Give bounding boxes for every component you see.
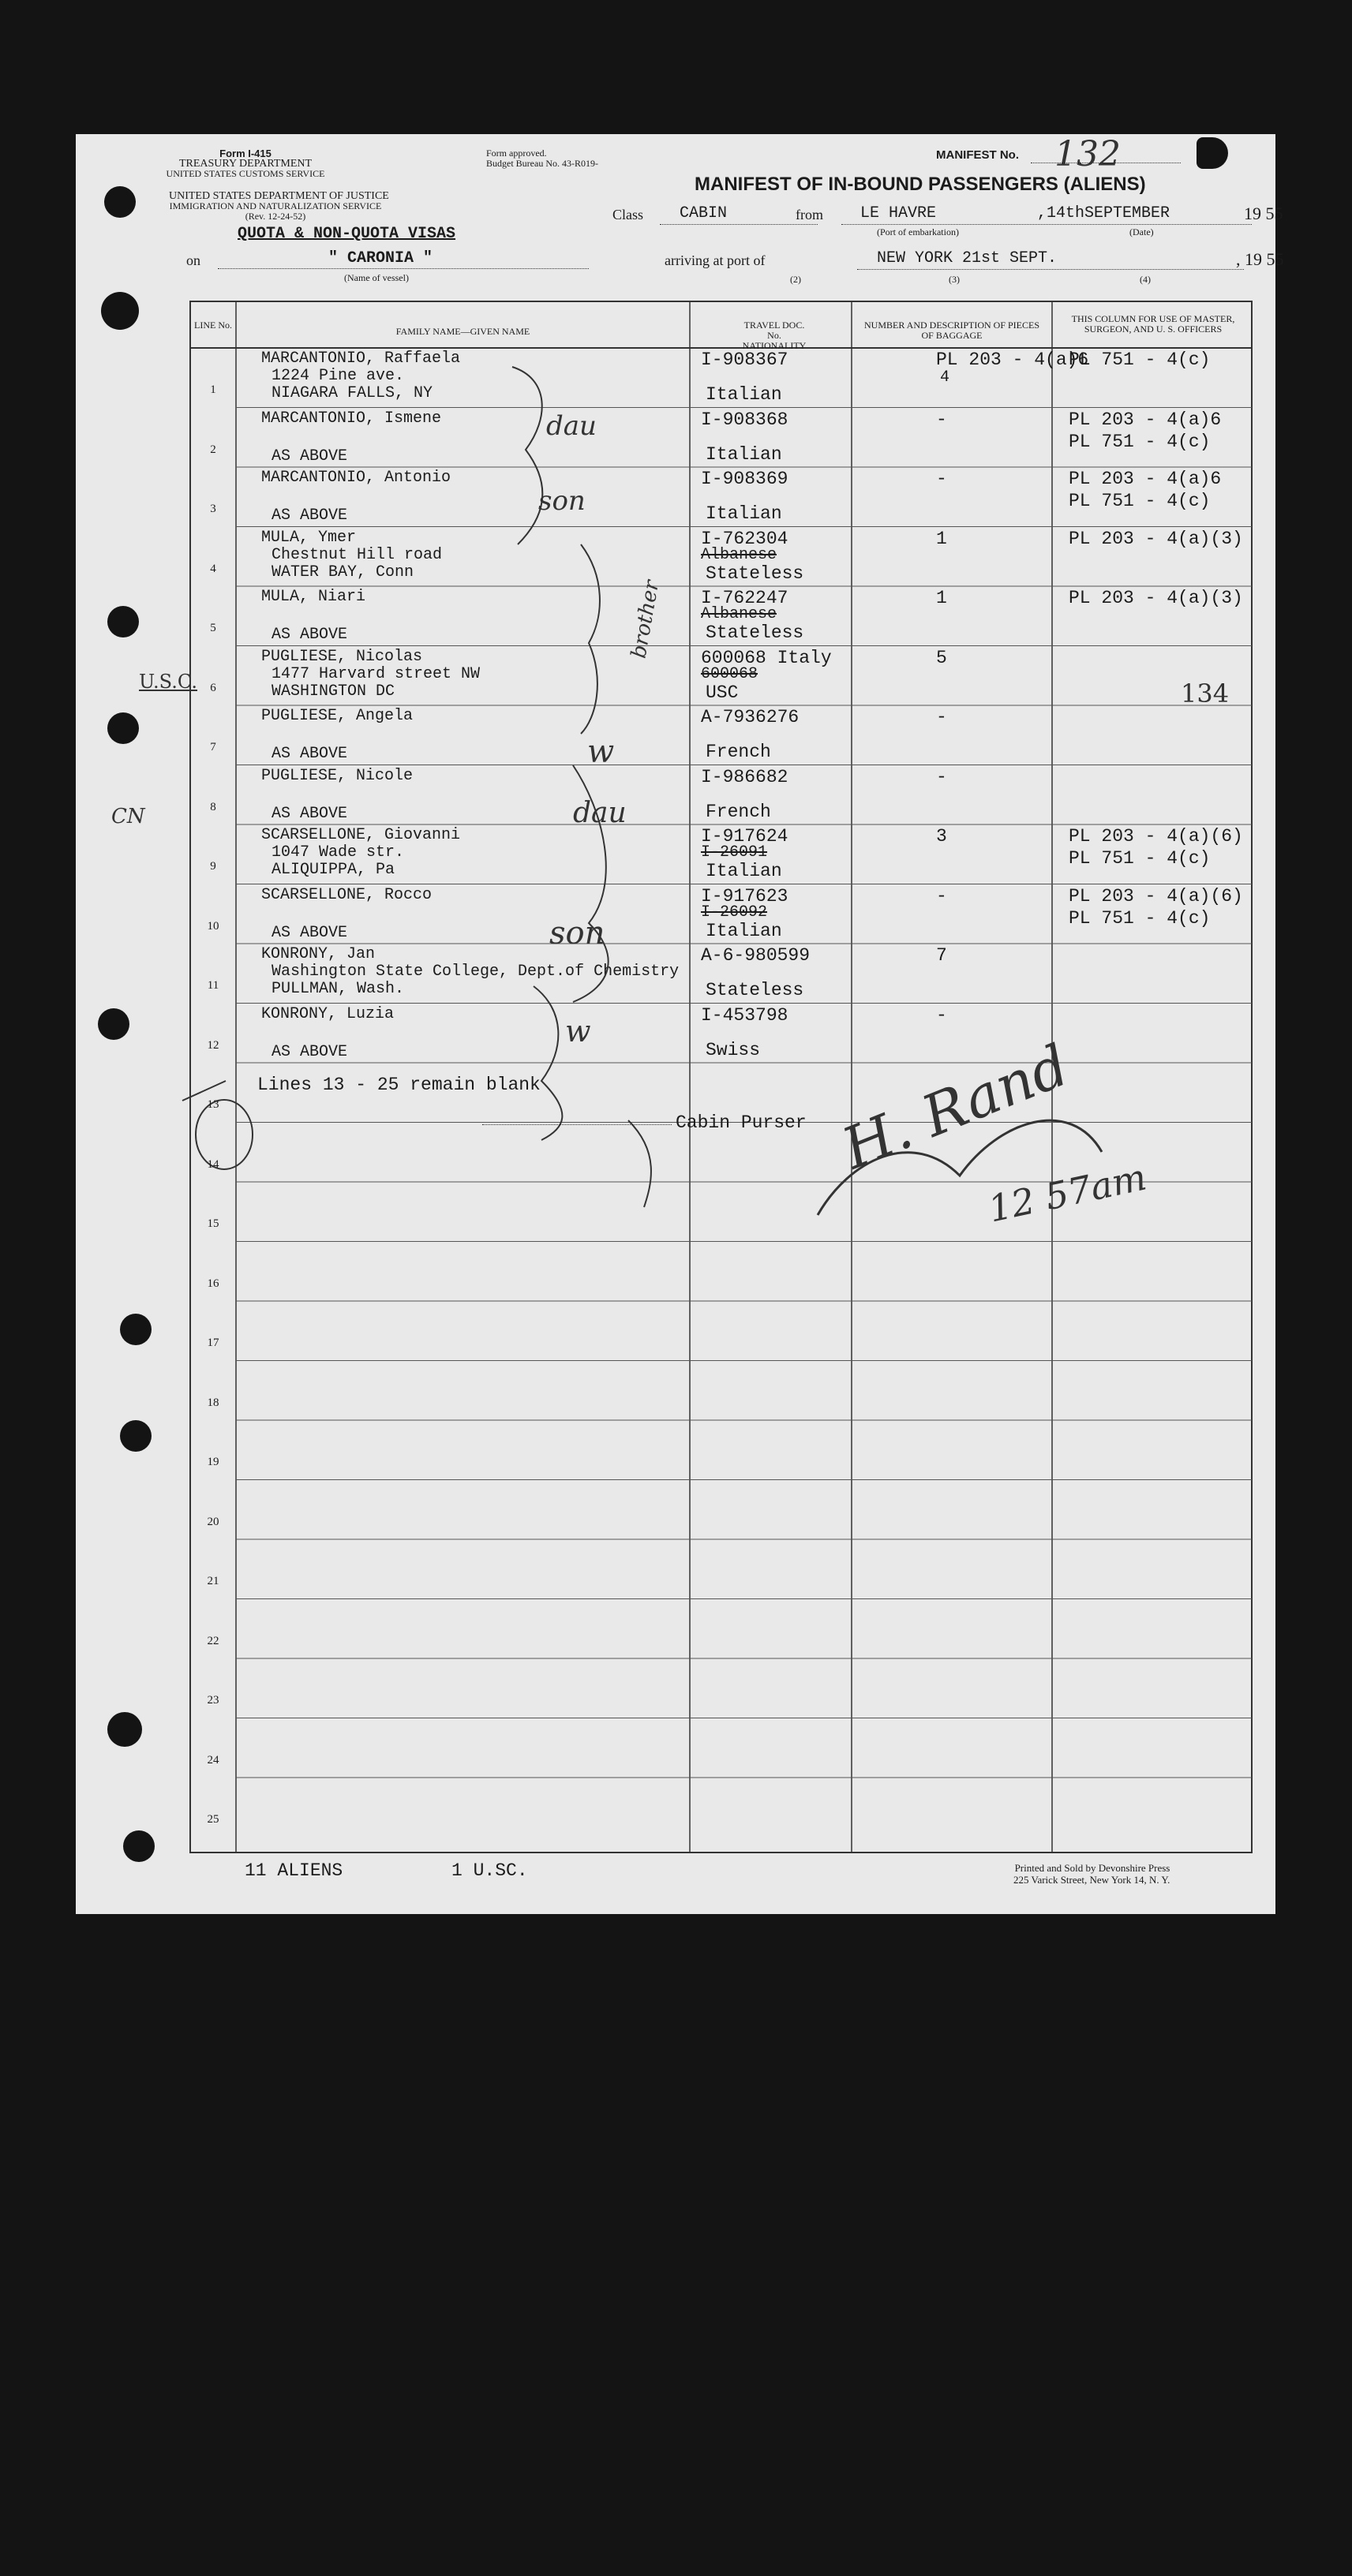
margin-cn: CN <box>111 805 145 828</box>
passenger-address-line: AS ABOVE <box>272 1042 348 1061</box>
col-header-use: THIS COLUMN FOR USE OF MASTER, SURGEON, AND U. S. OFFICERS <box>1071 313 1235 335</box>
line-number: 24 <box>207 1753 219 1767</box>
note-son-1: son <box>538 485 586 517</box>
officer-note: PL 203 - 4(a)(3) <box>1069 528 1243 549</box>
note-dau-2: dau <box>573 797 627 829</box>
line-number: 13 <box>207 1098 219 1111</box>
line-number: 6 <box>210 681 216 694</box>
passenger-name: PUGLIESE, Nicole <box>261 766 414 785</box>
note-dau-1: dau <box>546 410 597 442</box>
note-brother: brother <box>627 578 665 660</box>
handwritten-time: 12 57am <box>984 1155 1151 1231</box>
manifest-number: 132 <box>1054 134 1121 174</box>
totals-aliens: 11 ALIENS <box>245 1860 343 1881</box>
line-number: 1 <box>210 383 216 396</box>
punch-hole <box>98 1008 129 1040</box>
line-number: 10 <box>207 919 219 933</box>
baggage-count: - <box>936 469 947 489</box>
from-value: LE HAVRE <box>860 204 937 222</box>
punch-hole <box>123 1830 155 1862</box>
line-number: 11 <box>207 979 219 992</box>
note-w-1: w <box>587 734 615 770</box>
col-num-4: (4) <box>1140 274 1151 285</box>
line-number: 21 <box>207 1575 219 1587</box>
nationality: Stateless <box>706 623 804 643</box>
struck-doc-text: 600068 <box>701 664 758 683</box>
line-number: 12 <box>207 1038 219 1052</box>
col-num-3: (3) <box>949 274 960 285</box>
line-number: 25 <box>207 1813 219 1826</box>
travel-doc-number: I-908367 <box>701 350 788 370</box>
note-son-2: son <box>549 915 605 952</box>
margin-usc: U.S.C. <box>139 671 198 693</box>
travel-doc-number: I-908369 <box>701 469 788 489</box>
col-header-line: LINE No. <box>194 320 232 331</box>
nationality: Stateless <box>706 563 804 584</box>
passenger-name: SCARSELLONE, Rocco <box>261 885 433 904</box>
col-header-travel: TRAVEL DOC. No. NATIONALITY <box>742 320 807 351</box>
punch-hole <box>120 1420 152 1452</box>
passenger-address: Chestnut Hill road <box>272 545 443 564</box>
passenger-name: PUGLIESE, Nicolas <box>261 647 423 666</box>
officer-note-2: PL 751 - 4(c) <box>1069 907 1211 929</box>
passenger-name: SCARSELLONE, Giovanni <box>261 826 461 844</box>
date-caption: (Date) <box>1129 226 1154 237</box>
vessel-name: " CARONIA " <box>328 249 433 267</box>
baggage-count: - <box>936 707 947 727</box>
passenger-address-line: AS ABOVE <box>272 507 348 525</box>
officer-note-2: PL 751 - 4(c) <box>1069 431 1211 452</box>
line-number: 3 <box>210 503 216 515</box>
struck-doc-text: I-26092 <box>701 903 768 922</box>
passenger-name: MARCANTONIO, Raffaela <box>261 350 461 368</box>
passenger-name: KONRONY, Luzia <box>261 1004 395 1023</box>
line-number: 7 <box>210 741 216 753</box>
baggage-note: 4 <box>940 368 950 387</box>
passenger-address-line: PULLMAN, Wash. <box>272 980 405 998</box>
line-number: 17 <box>207 1337 219 1349</box>
purser-title: Cabin Purser <box>676 1112 807 1133</box>
nationality: Italian <box>706 861 782 881</box>
baggage-count: - <box>936 885 947 907</box>
departure-date: ,14thSEPTEMBER <box>1037 204 1170 222</box>
passenger-address-line: AS ABOVE <box>272 745 348 763</box>
line-number: 4 <box>210 562 216 575</box>
arrival-year: , 19 55 <box>1236 249 1284 269</box>
line-number: 22 <box>207 1634 219 1647</box>
struck-doc-text: I-26091 <box>701 843 768 862</box>
baggage-count: 1 <box>936 588 947 608</box>
departure-year: 19 55 <box>1244 204 1283 223</box>
passenger-address-line: NIAGARA FALLS, NY <box>272 384 433 402</box>
passenger-address-line: AS ABOVE <box>272 626 348 644</box>
printer-imprint: Printed and Sold by Devonshire Press 225 Varick Street, New York 14, N. Y. <box>1013 1862 1170 1886</box>
vessel-caption: (Name of vessel) <box>344 272 409 283</box>
baggage-count: PL 203 - 4(a)6 <box>936 350 1089 370</box>
officer-note: PL 203 - 4(a)6 <box>1069 469 1222 489</box>
form-approval: Form approved. Budget Bureau No. 43-R019- <box>486 148 598 169</box>
arrival-port: NEW YORK 21st SEPT. <box>877 249 1058 267</box>
totals-usc: 1 U.SC. <box>451 1860 528 1881</box>
col-num-2: (2) <box>790 274 801 285</box>
passenger-name: MULA, Ymer <box>261 528 357 547</box>
baggage-count: - <box>936 1004 947 1026</box>
struck-doc-text: Albanese <box>701 605 777 623</box>
col-header-baggage: NUMBER AND DESCRIPTION OF PIECES OF BAGGAGE <box>863 320 1040 341</box>
passenger-name: MULA, Niari <box>261 588 366 606</box>
passenger-address-line: AS ABOVE <box>272 804 348 823</box>
travel-doc-number: I-453798 <box>701 1004 788 1026</box>
line-number: 5 <box>210 622 216 634</box>
nationality: Italian <box>706 384 782 405</box>
nationality: Stateless <box>706 980 804 1000</box>
manifest-label: MANIFEST No. <box>936 148 1019 162</box>
nationality: Swiss <box>706 1039 761 1060</box>
nationality: Italian <box>706 920 782 941</box>
passenger-address-line: WATER BAY, Conn <box>272 563 414 581</box>
officer-note: PL 203 - 4(a)(3) <box>1069 588 1243 608</box>
passenger-address-line: ALIQUIPPA, Pa <box>272 861 395 879</box>
quota-label: QUOTA & NON-QUOTA VISAS <box>238 225 456 243</box>
line-number: 23 <box>207 1694 219 1707</box>
col-header-name: FAMILY NAME—GIVEN NAME <box>395 326 530 337</box>
travel-doc-number: 600068 Italy <box>701 647 832 668</box>
travel-doc-number: I-762304 <box>701 528 788 549</box>
travel-doc-number: I-908368 <box>701 409 788 430</box>
note-w-2: w <box>565 1014 591 1049</box>
line-number: 18 <box>207 1396 219 1409</box>
passenger-name: KONRONY, Jan <box>261 945 376 963</box>
officer-note: PL 751 - 4(c) <box>1069 350 1211 370</box>
nationality: USC <box>706 682 739 703</box>
line-number: 2 <box>210 443 216 456</box>
manifest-title: MANIFEST OF IN-BOUND PASSENGERS (ALIENS) <box>695 174 1146 195</box>
passenger-address: 1224 Pine ave. <box>272 367 405 385</box>
doj-block: UNITED STATES DEPARTMENT OF JUSTICE IMMIGRATION AND NATURALIZATION SERVICE (Rev. 12-24-52) <box>169 190 389 222</box>
punch-hole <box>107 1712 142 1747</box>
handwritten-signature: H. Rand <box>833 1031 1078 1182</box>
punch-hole <box>120 1314 152 1345</box>
travel-doc-number: I-762247 <box>701 588 788 608</box>
line-number: 19 <box>207 1456 219 1468</box>
passenger-address-line: WASHINGTON DC <box>272 682 395 701</box>
passenger-address: 1047 Wade str. <box>272 843 405 862</box>
passenger-name: MARCANTONIO, Antonio <box>261 469 451 487</box>
nationality: Italian <box>706 503 782 524</box>
struck-doc-text: Albanese <box>701 545 777 564</box>
punch-hole <box>101 292 139 330</box>
punch-hole <box>107 606 139 637</box>
annotation-marks <box>76 134 1275 1914</box>
officer-note: PL 203 - 4(a)(6) <box>1069 885 1243 907</box>
baggage-count: 7 <box>936 945 947 966</box>
line-number: 9 <box>210 860 216 873</box>
passenger-address: Washington State College, Dept.of Chemistry <box>272 963 680 981</box>
officer-note: PL 203 - 4(a)6 <box>1069 409 1222 430</box>
nationality: French <box>706 801 771 822</box>
travel-doc-number: I-917624 <box>701 826 788 847</box>
line-number: 16 <box>207 1277 219 1290</box>
line-number: 15 <box>207 1217 219 1230</box>
travel-doc-number: A-7936276 <box>701 707 800 727</box>
form-identifier: Form I-415 TREASURY DEPARTMENT UNITED STATES CUSTOMS SERVICE <box>166 148 325 179</box>
line-number: 20 <box>207 1515 219 1528</box>
annotation-134: 134 <box>1181 679 1230 708</box>
class-value: CABIN <box>680 204 728 222</box>
class-label: Class <box>612 207 644 222</box>
from-label: from <box>796 207 823 222</box>
officer-note: PL 203 - 4(a)(6) <box>1069 826 1243 847</box>
manifest-sheet <box>76 134 1284 1914</box>
nationality: French <box>706 742 771 762</box>
punch-hole <box>107 712 139 744</box>
travel-doc-number: I-917623 <box>701 885 788 907</box>
officer-note-2: PL 751 - 4(c) <box>1069 491 1211 511</box>
line-number: 8 <box>210 800 216 813</box>
passenger-address: 1477 Harvard street NW <box>272 664 481 683</box>
baggage-count: - <box>936 409 947 430</box>
from-caption: (Port of embarkation) <box>877 226 959 237</box>
baggage-count: 1 <box>936 528 947 549</box>
passenger-address-line: AS ABOVE <box>272 923 348 942</box>
line-number: 14 <box>207 1157 219 1171</box>
baggage-count: - <box>936 766 947 787</box>
travel-doc-number: A-6-980599 <box>701 945 811 966</box>
arriving-label: arriving at port of <box>665 252 766 268</box>
passenger-name: PUGLIESE, Angela <box>261 707 414 725</box>
baggage-count: 3 <box>936 826 947 847</box>
officer-note-2: PL 751 - 4(c) <box>1069 848 1211 869</box>
punch-hole <box>104 186 136 218</box>
on-label: on <box>186 252 200 268</box>
nationality: Italian <box>706 443 782 465</box>
passenger-address-line: AS ABOVE <box>272 447 348 465</box>
remain-blank-note: Lines 13 - 25 remain blank <box>257 1075 541 1095</box>
baggage-count: 5 <box>936 647 947 668</box>
travel-doc-number: I-986682 <box>701 766 788 787</box>
passenger-name: MARCANTONIO, Ismene <box>261 409 442 428</box>
